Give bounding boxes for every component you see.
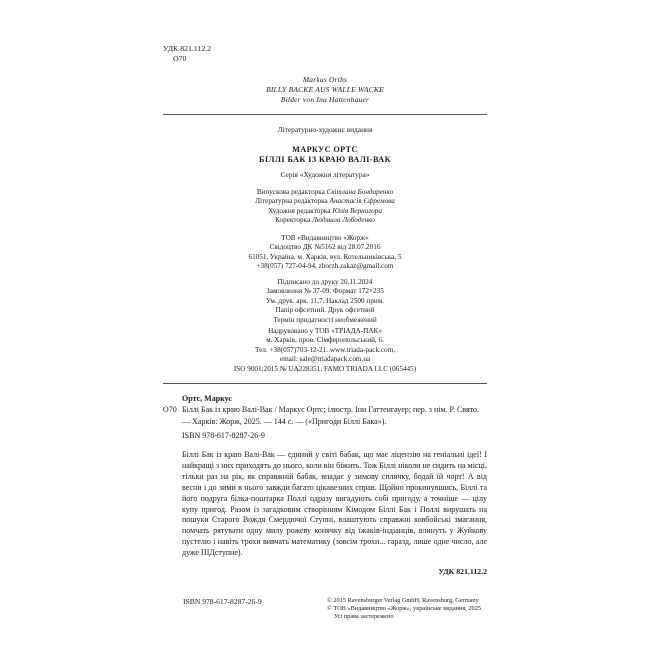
editor-name: Анастасія Єфремова <box>329 197 395 206</box>
print-spec-line: Термін придатності необмежений <box>273 315 377 324</box>
divider-bottom <box>163 383 487 384</box>
print-spec-line: Замовлення № 37-09. Формат 172×235 <box>266 287 384 296</box>
printer-line: ISO 9001:2015 № UA228351, FAMO TRIADA LLC (065445) <box>233 364 417 373</box>
editor-role: Художня редакторка <box>268 206 331 215</box>
original-title: BILLY BACKE AUS WALLE WACKE <box>266 84 384 94</box>
printer-line: email: sale@triadapack.com.ua <box>279 355 371 364</box>
print-spec-line: Підписано до друку 20.11.2024 <box>277 278 373 286</box>
publisher-line: +38(057) 727-04-94, zhorzh.zakaz@gmail.com <box>256 262 394 271</box>
book-author: МАРКУС ОРТС <box>292 145 358 154</box>
original-author: Markus Orths <box>302 75 348 84</box>
isbn-bottom: ISBN 978-617-8287-26-9 <box>183 597 262 606</box>
udk-label: УДК 821.112.2 <box>163 44 212 53</box>
printer-block <box>163 327 487 374</box>
print-spec-line: Ум. друк. арк. 11,7. Наклад 2500 прим. <box>265 296 385 305</box>
catalog-description: Біллі Бак із краю Валі-Вак / Маркус Ортс; ілюстр. Іни Гаттенгауер; пер. з нім. Р. Свято. — Харків: Жорж, 2025. — 144 с. — («Пригоди Біллі Бака»). <box>182 405 480 426</box>
editors-list <box>163 188 487 226</box>
editor-line <box>163 207 487 216</box>
publisher-line: ТОВ «Видавництво «Жорж» <box>281 234 369 242</box>
catalog-isbn: ISBN 978-617-8287-26-9 <box>182 431 265 441</box>
genre-label: Літературно-художнє видання <box>277 125 373 134</box>
editor-role: Випускова редакторка <box>256 188 325 196</box>
editor-role: Літературна редакторка <box>255 197 328 206</box>
book-title: БІЛЛІ БАК ІЗ КРАЮ ВАЛІ-ВАК <box>259 154 391 164</box>
catalog-code: О70 <box>163 405 177 415</box>
publisher-line: 61051, Україна, м. Харків, вул. Котельникiвська, 5 <box>248 252 402 261</box>
udk-block-top <box>163 44 211 64</box>
editor-name: Світлана Бондаренко <box>326 188 394 196</box>
divider-top <box>163 114 487 115</box>
editor-name: Людмила Лободенко <box>311 216 375 225</box>
copyright-line: © 2015 Ravensburger Verlag GmbH, Ravensburg, Germany <box>327 597 479 604</box>
book-abstract: Біллі Бак із краю Валі-Вак — єдиний у світі бабак, що має ліцензію на геніальні ідеї! І найкращі з них приходять до нього, коли він біжить. Тож Біллі ніколи не сидить на місці, тільки раз на рік, як справжній бабак, впадає у зимову сплячку, бодай їй чорт! А від весни і до зими в нього завжди багато цікавезних справ. Щойно прокинувшись, Біллі та його подруга білка-поштарка Поллі одразу вигадують собі пригоду, а точніше — цілу купу пригод. Разом із загадковим створінням Кімодом Біллі Бак і Поллі вирушать на пошуки Старого Вождя Смердючої Ступні, влаштують справжні ковбойські змагання, помчать рятувати одну милу рожеву конячку від їжаків-індіанців, влинуть у Жуйкову пустелю і навіть трохи вивчать математику (зовсім трохи... гаразд, лише одне число, але дуже ПІДступне). <box>182 450 487 558</box>
printer-line: м. Харків, пров. Сімферопольський, 6. <box>266 336 384 345</box>
series-label: Серія «Художня література» <box>280 170 370 179</box>
original-illustrator: Bilder von Ina Hattenhauer <box>280 94 370 104</box>
editor-line <box>163 188 487 197</box>
print-spec-line: Папір офсетний. Друк офсетний <box>275 306 375 315</box>
copyright-block <box>327 597 497 622</box>
publisher-line: Свідоцтво ДК №5162 від 28.07.2016 <box>269 243 381 252</box>
copyright-line: © ТОВ «Видавництво «Жорж», українське видання, 2025 <box>327 605 481 613</box>
title-block <box>163 145 487 165</box>
catalog-code-top: О70 <box>173 54 187 63</box>
copyright-line: Усі права застережено <box>334 613 394 621</box>
catalog-heading: Ортс, Маркус <box>182 394 232 403</box>
publisher-block <box>163 234 487 272</box>
printer-line: Надруковано у ТОВ «ТРІАДА-ПАК» <box>268 327 382 335</box>
original-edition <box>163 75 487 104</box>
catalog-record <box>163 393 487 442</box>
editor-role: Коректорка <box>275 216 311 225</box>
editor-name: Юлія Вернигора <box>332 206 382 215</box>
editor-line <box>163 216 487 225</box>
printer-line: Тел. +38(057)703-12-21. www.triada-pack.com, <box>254 345 396 354</box>
print-specs-block <box>163 278 487 325</box>
udk-label-bottom: УДК 821.112.2 <box>438 567 487 576</box>
editor-line <box>163 197 487 206</box>
